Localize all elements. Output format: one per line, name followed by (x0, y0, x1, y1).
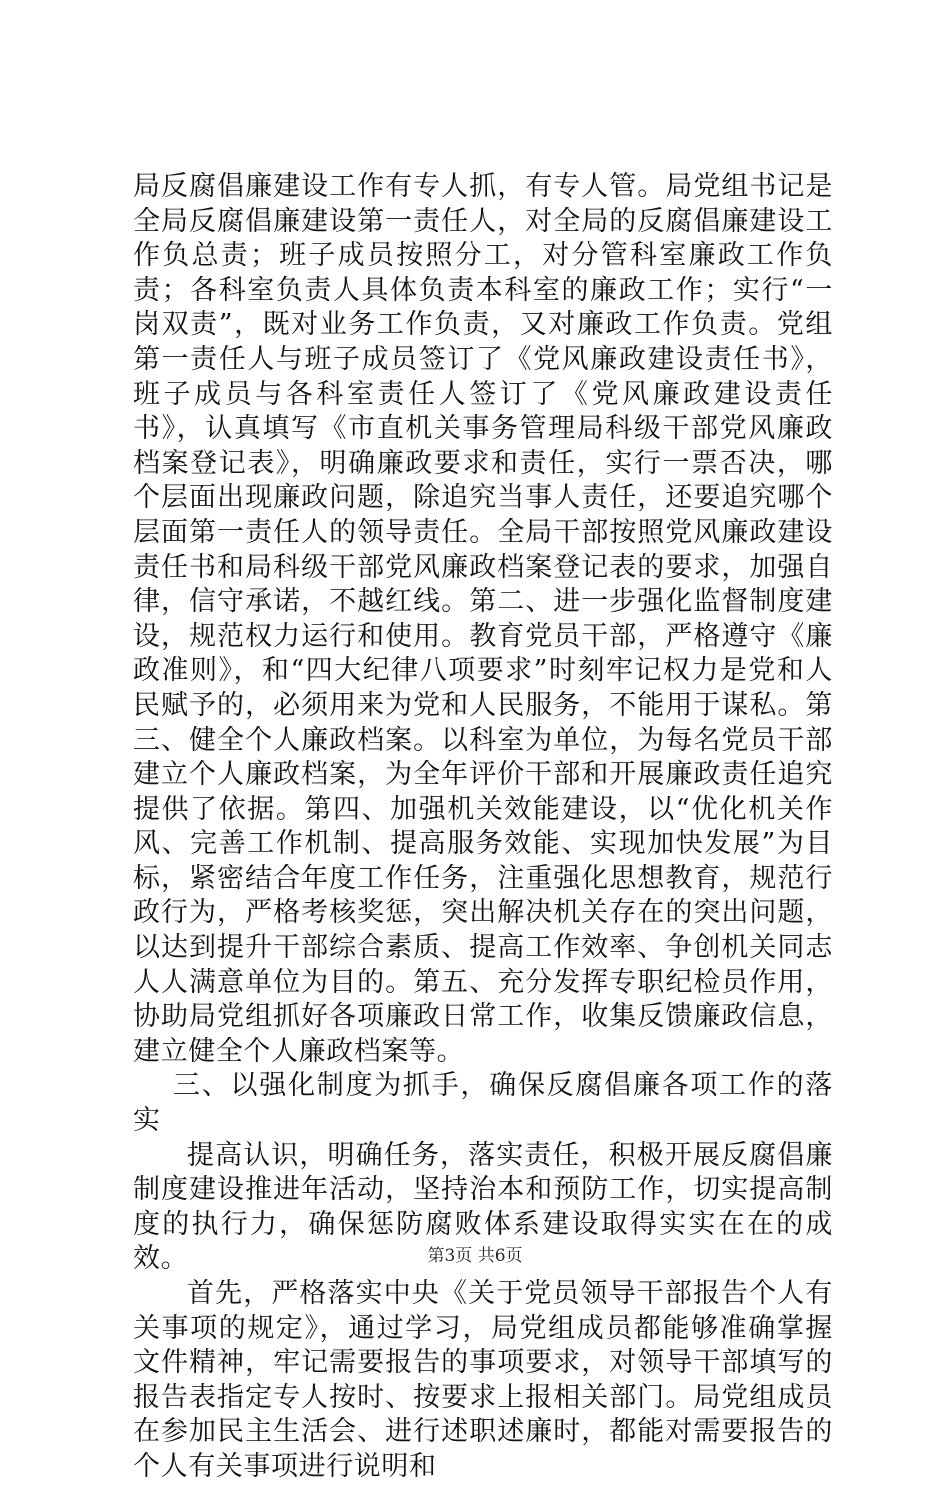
paragraph-3: 首先，严格落实中央《关于党员领导干部报告个人有关事项的规定》，通过学习，局党组成员都能够准确掌握文件精神，牢记需要报告的事项要求，对领导干部填写的报告表指定专人按时、按要求上报相关部门。局党组成员在参加民主生活会、进行述职述廉时，都能对需要报告的个人有关事项进行说明和 (133, 1278, 833, 1482)
paragraph-1: 局反腐倡廉建设工作有专人抓，有专人管。局党组书记是全局反腐倡廉建设第一责任人，对全局的反腐倡廉建设工作负总责；班子成员按照分工，对分管科室廉政工作负责；各科室负责人具体负责本科室的廉政工作；实行“一岗双责”，既对业务工作负责，又对廉政工作负责。党组第一责任人与班子成员签订了《党风廉政建设责任书》，班子成员与各科室责任人签订了《党风廉政建设责任书》，认真填写《市直机关事务管理局科级干部党风廉政档案登记表》，明确廉政要求和责任，实行一票否决，哪个层面出现廉政问题，除追究当事人责任，还要追究哪个层面第一责任人的领导责任。全局干部按照党风廉政建设责任书和局科级干部党风廉政档案登记表的要求，加强自律，信守承诺，不越红线。第二、进一步强化监督制度建设，规范权力运行和使用。教育党员干部，严格遵守《廉政准则》，和“四大纪律八项要求”时刻牢记权力是党和人民赋予的，必须用来为党和人民服务，不能用于谋私。第三、健全个人廉政档案。以科室为单位，为每名党员干部建立个人廉政档案，为全年评价干部和开展廉政责任追究提供了依据。第四、加强机关效能建设，以“优化机关作风、完善工作机制、提高服务效能、实现加快发展”为目标，紧密结合年度工作任务，注重强化思想教育，规范行政行为，严格考核奖惩，突出解决机关存在的突出问题，以达到提升干部综合素质、提高工作效率、争创机关同志人人满意单位为目的。第五、充分发挥专职纪检员作用，协助局党组抓好各项廉政日常工作，收集反馈廉政信息，建立健全个人廉政档案等。 (133, 171, 833, 1067)
paragraph-2: 提高认识，明确任务，落实责任，积极开展反腐倡廉制度建设推进年活动，坚持治本和预防工作，切实提高制度的执行力，确保惩防腐败体系建设取得实实在在的成效。 (133, 1139, 833, 1275)
section-heading: 三、以强化制度为抓手，确保反腐倡廉各项工作的落实 (133, 1070, 833, 1137)
page-footer: 第3页 共6页 (427, 1246, 523, 1266)
document-body (133, 170, 833, 1485)
